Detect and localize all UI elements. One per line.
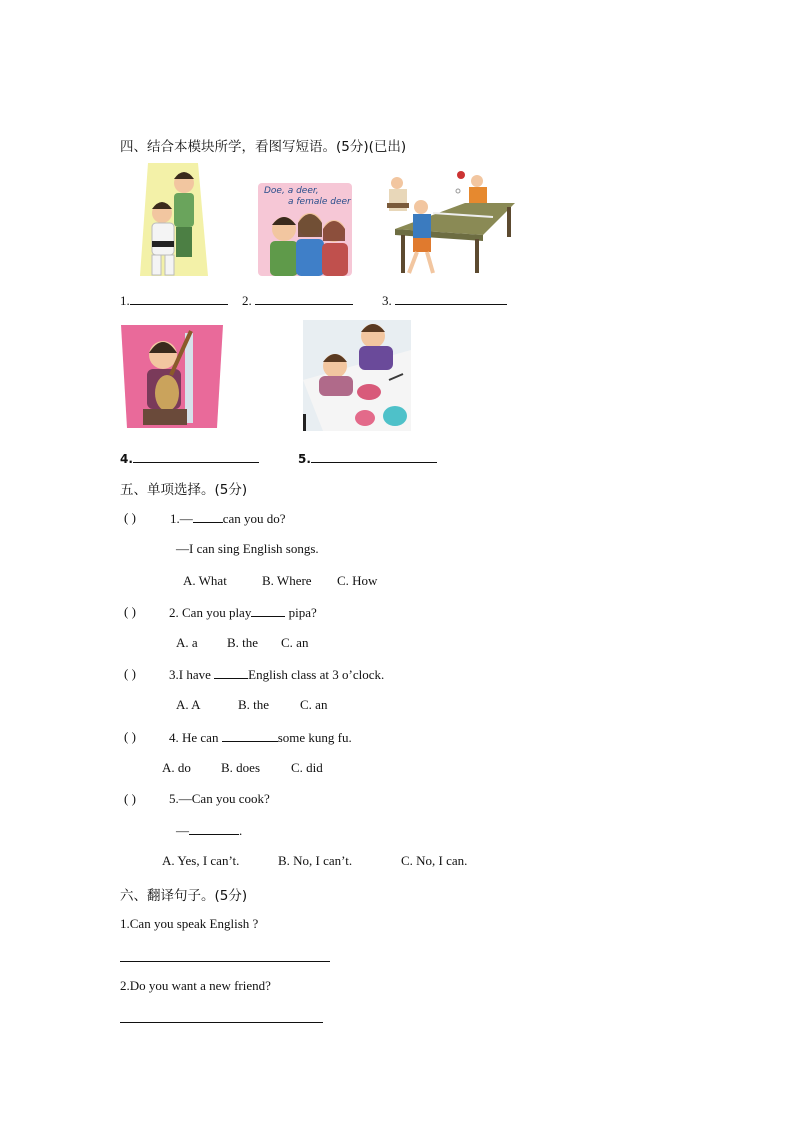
q1-option-c: C. How <box>337 573 378 588</box>
translate-q2: 2.Do you want a new friend? <box>120 978 271 993</box>
section4-title: 四、结合本模块所学，看图写短语。(5分)(已出) <box>120 139 407 155</box>
kungfu-picture <box>140 163 208 276</box>
q2-option-a: A. a <box>176 635 198 650</box>
q3-option-b: B. the <box>238 697 270 712</box>
q1-paren: ( ) <box>124 510 136 525</box>
q5-option-a: A. Yes, I can’t. <box>162 853 240 868</box>
q2-paren: ( ) <box>124 604 136 619</box>
q4-stem: 4. He can some kung fu. <box>169 730 352 745</box>
translate-q1: 1.Can you speak English ? <box>120 916 259 931</box>
q5-option-b: B. No, I can’t. <box>278 853 353 868</box>
q2-stem: 2. Can you play pipa? <box>169 605 317 620</box>
table-tennis-picture <box>383 163 517 276</box>
answer-5-label: 5. <box>298 450 437 466</box>
q1-stem: 1.— can you do? <box>170 511 286 526</box>
q3-stem: 3.I have English class at 3 o’clock. <box>169 667 385 682</box>
section6-title: 六、翻译句子。(5分) <box>120 888 248 904</box>
q4-option-b: B. does <box>221 760 260 775</box>
translate-q1-answer-line[interactable] <box>120 961 330 962</box>
pic2-caption-1: Doe, a deer, <box>264 186 319 196</box>
answer-2-label: 2. <box>242 292 353 309</box>
q3-option-c: C. an <box>300 697 328 712</box>
q5-option-c: C. No, I can. <box>401 853 468 868</box>
q1-reply: —I can sing English songs. <box>176 541 319 556</box>
q4-option-a: A. do <box>162 760 191 775</box>
answer-4-label: 4. <box>120 450 259 466</box>
q4-paren: ( ) <box>124 729 136 744</box>
q3-paren: ( ) <box>124 666 136 681</box>
q5-paren: ( ) <box>124 791 136 806</box>
q2-option-c: C. an <box>281 635 309 650</box>
pipa-picture <box>121 325 223 428</box>
answer-3-label: 3. <box>382 292 507 309</box>
q5-reply: — . <box>176 823 243 838</box>
answer-1-label: 1. <box>120 292 228 309</box>
q5-stem: 5.—Can you cook? <box>169 791 270 806</box>
q3-option-a: A. A <box>176 697 201 712</box>
pic2-caption-2: a female deer <box>288 197 351 207</box>
drawing-picture <box>303 320 411 431</box>
translate-q2-answer-line[interactable] <box>120 1022 323 1023</box>
q1-option-a: A. What <box>183 573 227 588</box>
q1-option-b: B. Where <box>262 573 312 588</box>
section5-title: 五、单项选择。(5分) <box>120 482 248 498</box>
q2-option-b: B. the <box>227 635 259 650</box>
q4-option-c: C. did <box>291 760 323 775</box>
singing-picture <box>258 183 352 276</box>
